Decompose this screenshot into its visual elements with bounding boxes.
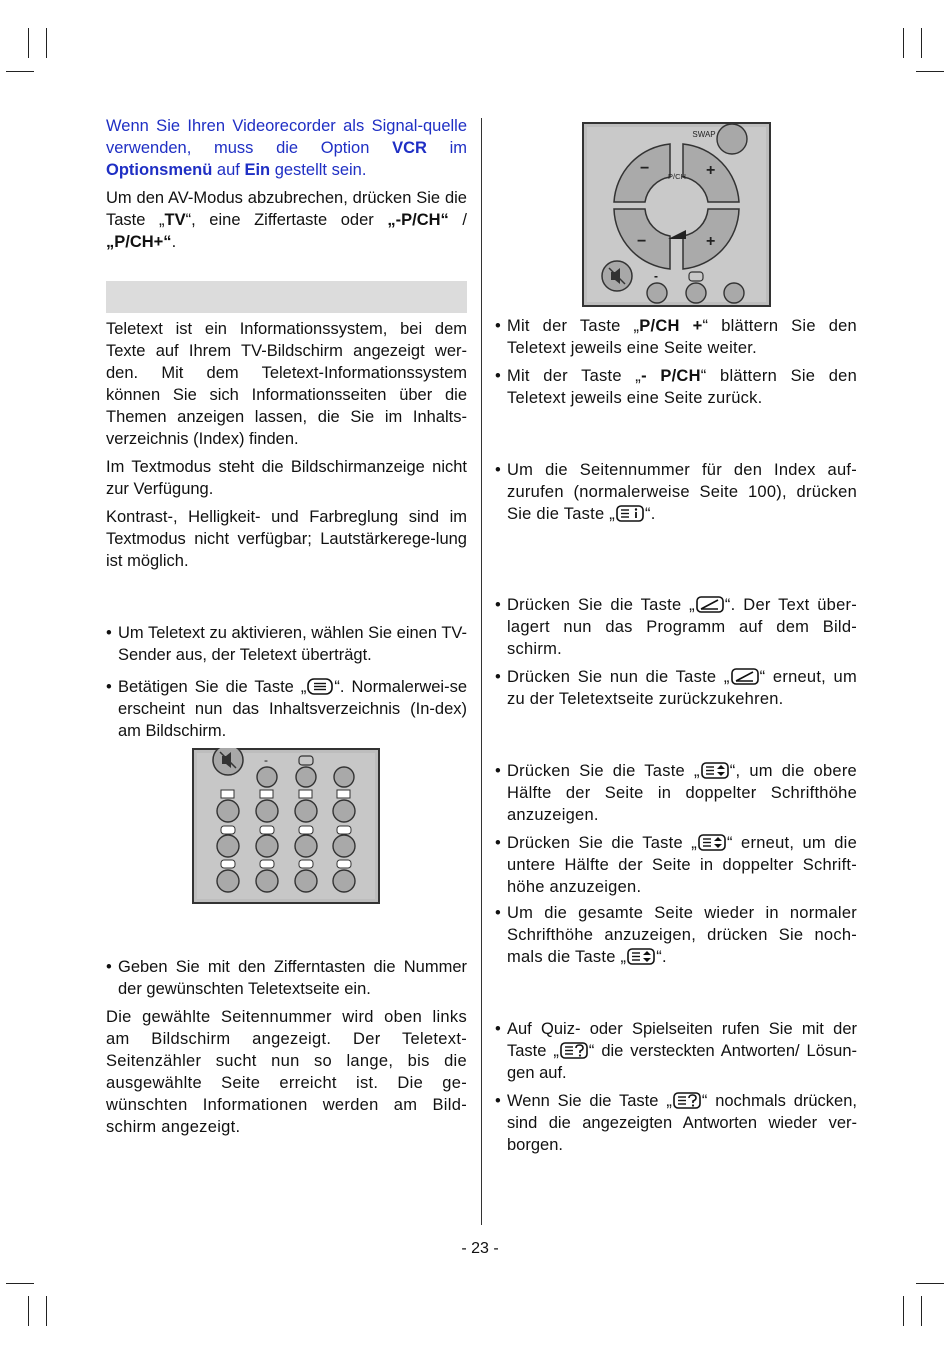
- key-round: [333, 800, 355, 822]
- bullet-pch-minus: • Mit der Taste „- P/CH“ blättern Sie den Teletext jeweils eine Seite zurück.: [495, 365, 857, 409]
- bullet-index: • Um die Seitennummer für den Index auf-zurufen (normalerweise Seite 100), drücken Sie die Taste „ “.: [495, 459, 857, 525]
- swap-button: [717, 124, 747, 154]
- key-round: [334, 767, 354, 787]
- expand-icon: [627, 948, 655, 965]
- key-label-icon: [221, 860, 235, 868]
- crop-mark: [6, 71, 34, 72]
- pch-label: P/CH: [668, 172, 686, 181]
- expand-icon: [698, 834, 726, 851]
- key-label-icon: [299, 860, 313, 868]
- left-column: [106, 115, 467, 742]
- teletext-key-label: [221, 826, 235, 834]
- bullet-expand-normal: • Um die gesamte Seite wieder in normaler Schrifthöhe anzuzeigen, drücken Sie noch-mals die Taste „ “.: [495, 902, 857, 968]
- crop-mark: [46, 28, 47, 58]
- crop-mark: [903, 28, 904, 58]
- key-label-icon: [337, 860, 351, 868]
- mix-icon: [696, 596, 724, 613]
- page-number: - 23 -: [461, 1240, 499, 1257]
- bullet-expand-top: • Drücken Sie die Taste „ “, um die obere Hälfte der Seite in doppelter Schrifthöhe anzuzeigen.: [495, 760, 857, 826]
- crop-mark: [903, 1296, 904, 1326]
- key-round: [296, 767, 316, 787]
- bullet-enter-page-number: • Geben Sie mit den Zifferntasten die Nummer der gewünschten Teletextseite ein.: [106, 956, 467, 1000]
- bullet-expand-bottom: • Drücken Sie die Taste „ “ erneut, um die untere Hälfte der Seite in doppelter Schrift-höhe anzuzeigen.: [495, 832, 857, 898]
- pch-plus-label: +: [706, 162, 716, 179]
- bullet-reveal-off: • Wenn Sie die Taste „ “ nochmals drücken, sind die angezeigten Antworten wieder ver-borgen.: [495, 1090, 857, 1156]
- crop-mark: [921, 1296, 922, 1326]
- column-divider: [481, 118, 482, 1225]
- av-exit-text: Um den AV-Modus abzubrechen, drücken Sie die Taste „TV“, eine Ziffertaste oder „-P/CH“ / „P/CH+“.: [106, 189, 467, 251]
- crop-mark: [46, 1296, 47, 1326]
- right-column: [495, 315, 857, 1156]
- key-label-icon: [221, 790, 234, 798]
- crop-mark: [916, 71, 944, 72]
- section-heading-bar: [106, 281, 467, 313]
- volume-minus-label: −: [637, 233, 647, 250]
- key-round: [257, 767, 277, 787]
- bullet-activate-teletext: • Um Teletext zu aktivieren, wählen Sie einen TV-Sender aus, der Teletext überträgt.: [106, 622, 467, 666]
- pch-minus-label: −: [640, 160, 650, 177]
- key-round: [256, 870, 278, 892]
- key-round: [256, 835, 278, 857]
- key-round: [295, 870, 317, 892]
- key-label-icon: [299, 826, 313, 834]
- bullet-press-text-key: • Betätigen Sie die Taste „ “. Normalerwei-se erscheint nun das Inhaltsverzeichnis (In-dex) am Bildschirm.: [106, 676, 467, 742]
- key-round: [295, 800, 317, 822]
- key-round: [217, 835, 239, 857]
- key-label-icon: [337, 790, 350, 798]
- swap-label: SWAP: [692, 130, 716, 139]
- bullet-reveal-on: • Auf Quiz- oder Spielseiten rufen Sie mit der Taste „ “ die versteckten Antworten/ Lösun-gen auf.: [495, 1018, 857, 1084]
- vcr-note: Wenn Sie Ihren Videorecorder als Signal-quelle verwenden, muss die Option VCR im Optionsmenü auf Ein gestellt sein.: [106, 117, 467, 179]
- bullet-mix-off: • Drücken Sie nun die Taste „ “ erneut, um zu der Teletextseite zurückzukehren.: [495, 666, 857, 710]
- remote-keypad-illustration: [192, 748, 380, 904]
- minus-label: -: [264, 753, 268, 767]
- key-round: [217, 800, 239, 822]
- mute-button: [602, 261, 632, 291]
- key-round: [217, 870, 239, 892]
- index-icon: [616, 505, 644, 522]
- key-label-icon: [299, 790, 312, 798]
- left-column-lower: [106, 956, 467, 1138]
- remote-pch-volume-illustration: [582, 122, 771, 307]
- key-round: [256, 800, 278, 822]
- page-counter-text: Die gewählte Seitennummer wird oben links am Bildschirm angezeigt. Der Teletext-Seitenzähler sucht nun so lange, bis die ausgewählte Seite erreicht ist. Die ge-wünschten Informationen werden am Bild-schirm angezeigt.: [106, 1008, 467, 1136]
- mute-button: [213, 748, 243, 775]
- crop-mark: [28, 1296, 29, 1326]
- minus-label: -: [654, 269, 658, 283]
- crop-mark: [28, 28, 29, 58]
- crop-mark: [916, 1283, 944, 1284]
- key-round: [647, 283, 667, 303]
- key-label-icon: [260, 790, 273, 798]
- key-label-icon: [260, 826, 274, 834]
- key-round: [333, 870, 355, 892]
- key-round: [686, 283, 706, 303]
- volume-plus-label: +: [706, 233, 716, 250]
- mix-icon: [731, 668, 759, 685]
- key-round: [724, 283, 744, 303]
- reveal-icon: [673, 1092, 701, 1109]
- key-label-icon: [260, 860, 274, 868]
- bullet-pch-plus: • Mit der Taste „P/CH +“ blättern Sie den Teletext jeweils eine Seite weiter.: [495, 315, 857, 359]
- textmode-osd-note: Im Textmodus steht die Bildschirmanzeige nicht zur Verfügung.: [106, 458, 467, 498]
- key-round: [295, 835, 317, 857]
- textmode-controls-note: Kontrast-, Helligkeit- und Farbreglung sind im Textmodus nicht verfügbar; Lautstärkerege-lung ist möglich.: [106, 508, 467, 570]
- teletext-intro: Teletext ist ein Informationssystem, bei dem Texte auf Ihrem TV-Bildschirm angezeigt wer-den. Mit dem Teletext-Informationssystem können Sie sich Informationsseiten über die Themen anzeigen lassen, die Sie im Inhalts-verzeichnis (Index) finden.: [106, 320, 467, 448]
- expand-icon: [701, 762, 729, 779]
- reveal-icon: [560, 1042, 588, 1059]
- key-label-icon: [337, 826, 351, 834]
- bullet-mix-on: • Drücken Sie die Taste „ “. Der Text über-lagert nun das Programm auf dem Bild-schirm.: [495, 594, 857, 660]
- teletext-icon: [307, 678, 333, 695]
- key-round: [333, 835, 355, 857]
- crop-mark: [921, 28, 922, 58]
- crop-mark: [6, 1283, 34, 1284]
